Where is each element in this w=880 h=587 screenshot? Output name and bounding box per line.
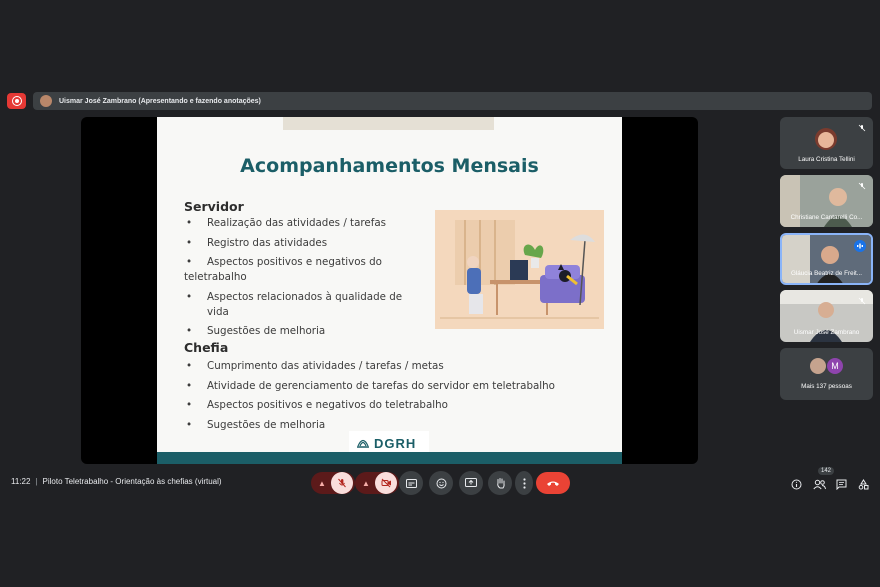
chefia-list — [184, 359, 604, 437]
speaking-indicator-icon — [854, 240, 866, 252]
people-count-badge: 142 — [818, 467, 834, 475]
avatar: M — [827, 358, 843, 374]
list-item: • Aspectos positivos e negativos do teletrabalho — [184, 255, 394, 285]
participant-name: Gláucia Beatriz de Freit... — [790, 270, 863, 277]
participant-name: Uismar José Zambrano — [793, 329, 860, 336]
camera-pill[interactable] — [355, 472, 399, 494]
presenter-label: Uismar José Zambrano (Apresentando e fazendo anotações) — [59, 97, 261, 105]
chevron-up-icon[interactable]: ▲ — [318, 478, 326, 488]
avatar — [810, 358, 826, 374]
present-button[interactable] — [459, 471, 483, 495]
presenter-avatar — [40, 95, 52, 107]
info-icon — [791, 479, 802, 490]
desk-illustration-icon — [435, 210, 604, 329]
list-item: • Realização das atividades / tarefas — [184, 216, 424, 231]
slide-top-bar — [283, 117, 494, 130]
camera-control[interactable] — [355, 471, 399, 495]
participant-tile[interactable] — [780, 175, 873, 227]
reactions-button[interactable] — [429, 471, 453, 495]
hang-up-icon — [546, 480, 560, 487]
more-people-label: Mais 137 pessoas — [801, 383, 852, 390]
camera-off-icon — [381, 478, 392, 488]
servidor-list — [184, 216, 424, 344]
clock: 11:22 — [11, 477, 31, 486]
hand-icon — [495, 477, 506, 489]
list-item: • Atividade de gerenciamento de tarefas do servidor em teletrabalho — [184, 379, 604, 394]
meeting-info — [11, 477, 222, 486]
people-icon — [813, 479, 826, 490]
presentation-stage[interactable] — [81, 117, 698, 464]
mic-off-icon — [337, 478, 347, 488]
activities-icon — [858, 479, 869, 490]
unicamp-logo-icon — [355, 435, 371, 451]
activities-button[interactable] — [858, 477, 869, 491]
chat-icon — [836, 479, 847, 490]
participant-tile[interactable] — [780, 117, 873, 169]
list-item: • Aspectos positivos e negativos do teletrabalho — [184, 398, 604, 413]
list-item: • Sugestões de melhoria — [184, 324, 424, 339]
raise-hand-button[interactable] — [488, 471, 512, 495]
more-options-button[interactable] — [515, 471, 533, 495]
captions-icon — [406, 479, 417, 488]
mic-off-icon — [856, 122, 868, 134]
meeting-details-button[interactable] — [791, 477, 802, 491]
recording-icon[interactable] — [7, 93, 26, 109]
mic-off-icon — [856, 295, 868, 307]
mic-control[interactable] — [311, 471, 355, 495]
list-item: • Registro das atividades — [184, 236, 424, 251]
mic-off-button[interactable] — [331, 472, 353, 494]
list-item: • Sugestões de melhoria — [184, 418, 604, 433]
participant-tile-speaking[interactable] — [780, 233, 873, 285]
logo-text: DGRH — [374, 435, 417, 451]
mic-pill[interactable] — [311, 472, 355, 494]
camera-off-button[interactable] — [375, 472, 397, 494]
list-item: • Aspectos relacionados à qualidade de vida — [184, 290, 424, 320]
participant-name: Laura Cristina Tellini — [798, 156, 855, 163]
people-button[interactable] — [813, 477, 826, 491]
present-screen-icon — [465, 478, 477, 488]
slide — [157, 117, 622, 464]
section-chefia-title: Chefia — [184, 340, 229, 355]
meeting-title: Piloto Teletrabalho - Orientação às chefias (virtual) — [42, 477, 222, 486]
more-vertical-icon — [523, 478, 526, 489]
participant-name: Christiane Cantarelli Co... — [790, 214, 863, 221]
section-servidor-title: Servidor — [184, 199, 244, 214]
chat-button[interactable] — [836, 477, 847, 491]
list-item: • Cumprimento das atividades / tarefas / metas — [184, 359, 604, 374]
leave-call-button[interactable] — [536, 472, 570, 494]
presenter-bar — [33, 92, 872, 110]
remote-work-illustration — [435, 210, 604, 329]
more-people-tile[interactable] — [780, 348, 873, 400]
slide-title: Acompanhamentos Mensais — [240, 155, 539, 177]
mic-off-icon — [856, 180, 868, 192]
emoji-icon — [436, 478, 447, 489]
slide-bottom-bar — [157, 452, 622, 464]
captions-button[interactable] — [399, 471, 423, 495]
separator: | — [35, 477, 38, 486]
chevron-up-icon[interactable]: ▲ — [362, 478, 370, 488]
participant-tile[interactable] — [780, 290, 873, 342]
